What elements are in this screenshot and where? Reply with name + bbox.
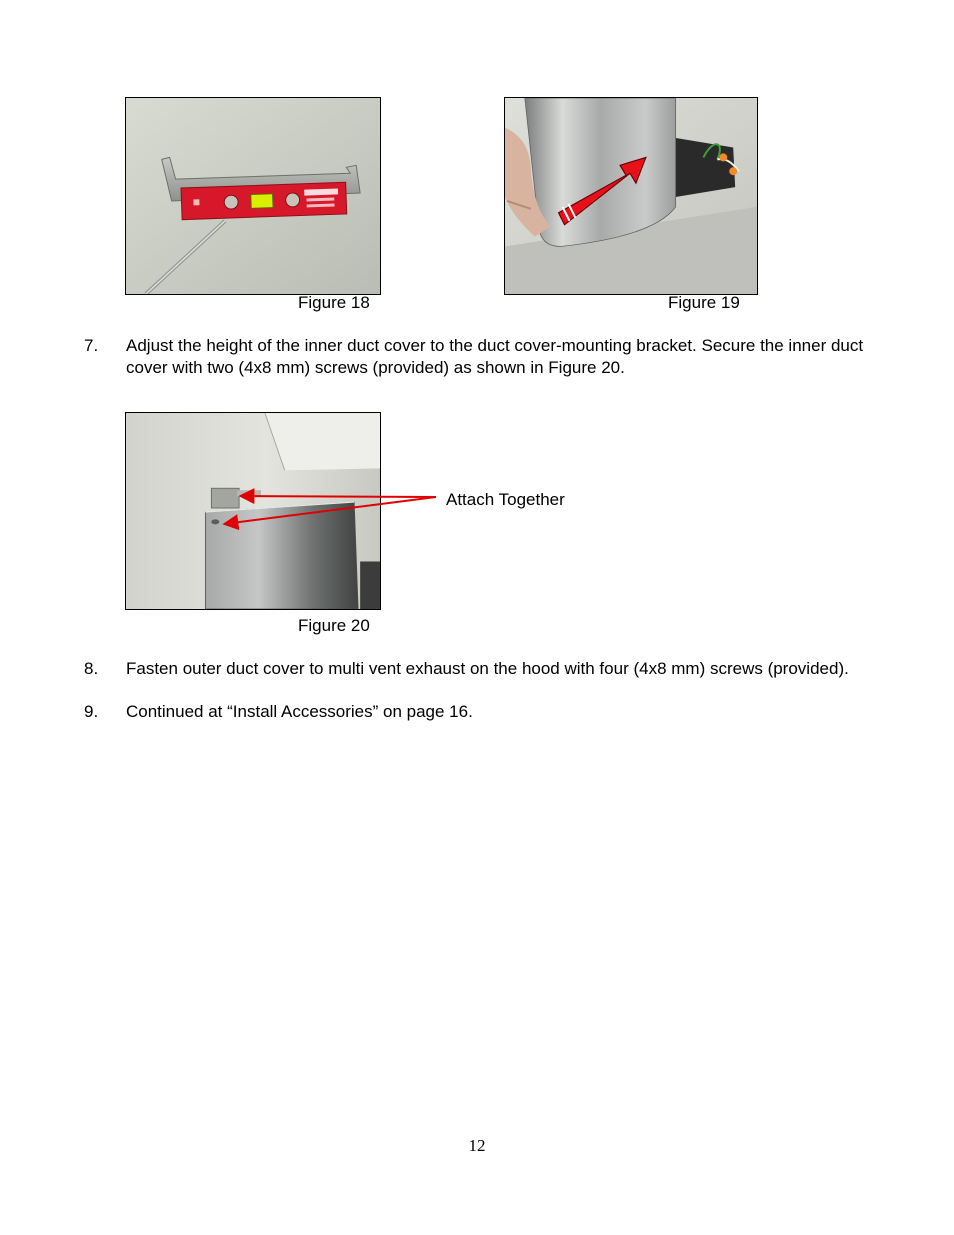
step-8 <box>84 658 874 702</box>
attach-together-label: Attach Together <box>446 490 565 509</box>
step-number: 9. <box>84 702 99 721</box>
attach-together-image <box>126 413 380 609</box>
step-number: 8. <box>84 659 99 678</box>
figure-20-photo <box>125 412 381 610</box>
step-text: Continued at “Install Accessories” on page 16. <box>126 702 473 721</box>
figure-19-photo <box>504 97 758 295</box>
step-number: 7. <box>84 336 99 355</box>
figure-19-caption: Figure 19 <box>668 293 740 312</box>
level-on-bracket-image <box>126 98 380 294</box>
step-7 <box>84 335 874 379</box>
step-text: Fasten outer duct cover to multi vent exhaust on the hood with four (4x8 mm) screws (provided). <box>126 659 849 678</box>
step-text: Adjust the height of the inner duct cover to the duct cover-mounting bracket. Secure the inner duct cover with two (4x8 mm) screws (provided) as shown in Figure 20. <box>126 336 864 377</box>
page-number: 12 <box>468 1136 486 1155</box>
figure-18-photo <box>125 97 381 295</box>
figure-20-caption: Figure 20 <box>298 616 370 635</box>
inner-duct-cover-image <box>505 98 757 294</box>
figure-18-caption: Figure 18 <box>298 293 370 312</box>
step-9 <box>84 701 874 723</box>
